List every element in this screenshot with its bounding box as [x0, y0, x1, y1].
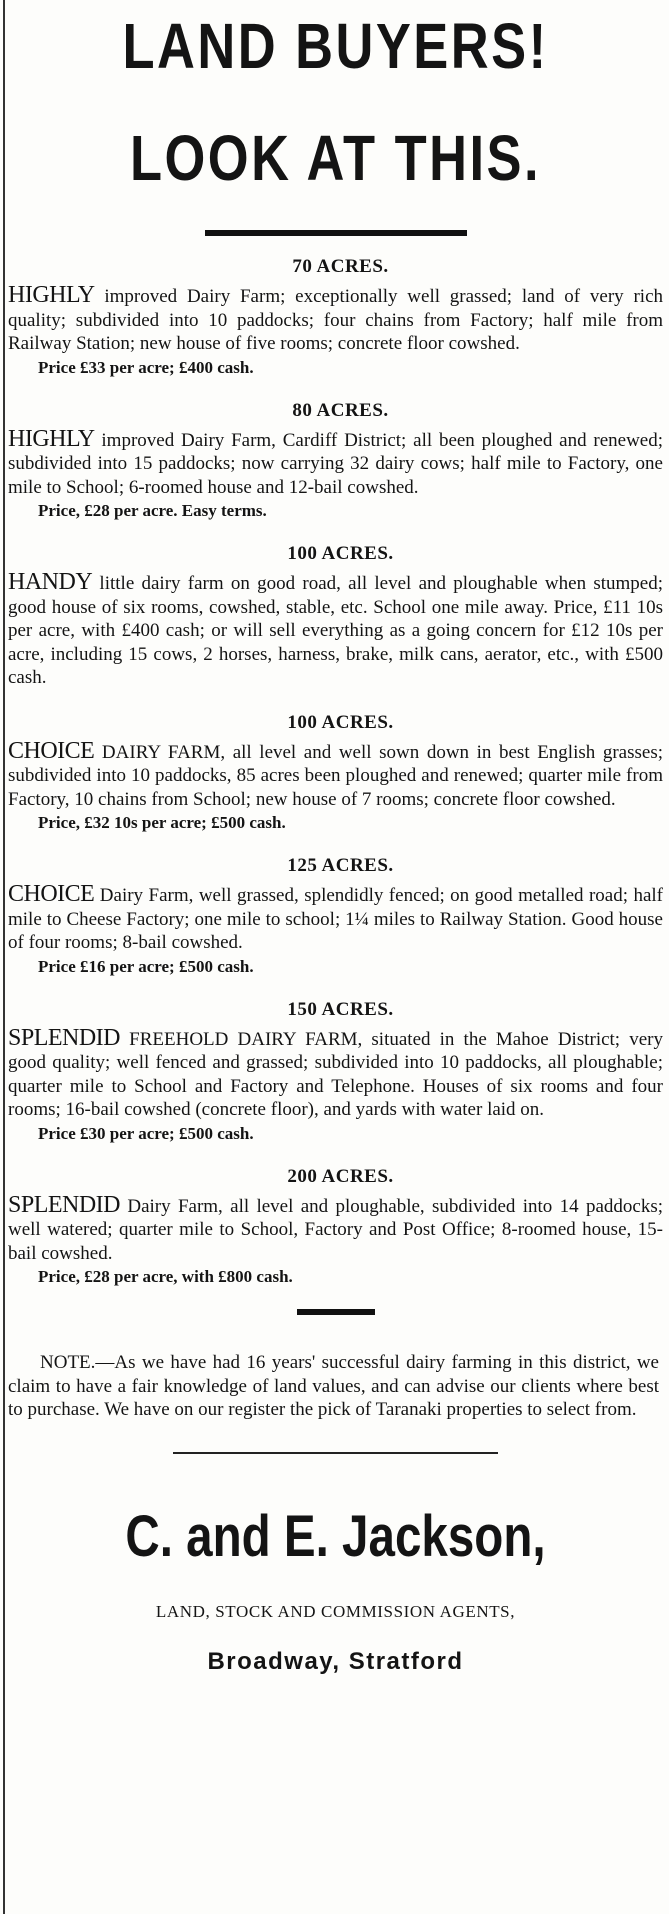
firm-name: C. and E. Jackson,: [125, 1503, 546, 1569]
listing-price: Price £30 per acre; £500 cash.: [38, 1123, 254, 1143]
firm-business: LAND, STOCK AND COMMISSION AGENTS,: [155, 1601, 516, 1621]
listing-acres: 100 ACRES.: [287, 543, 394, 564]
listing: [8, 543, 663, 690]
listing-lead-word: SPLENDID: [8, 1191, 121, 1218]
headline-look-at-this: LOOK AT THIS.: [130, 122, 541, 194]
listing-text: FREEHOLD DAIRY FARM, situated in the Mahoe District; very good quality; well fenced and grassed; subdivided into 10 paddocks, all ploughable; quarter mile to School and Factory and Telephone. Houses of six rooms and four rooms; 16-bail cowshed (concrete floor), and yards with water laid on.: [8, 1028, 663, 1120]
listing-lead-word: HIGHLY: [8, 282, 95, 308]
listing: [8, 855, 663, 977]
listing: [8, 256, 663, 378]
listing-acres: 80 ACRES.: [292, 399, 389, 421]
divider-rule: [205, 230, 467, 236]
listing-text: little dairy farm on good road, all level and ploughable when stumped; good house of six rooms, cowshed, stable, etc. School one mile away. Price, £11 10s per acre, with £400 cash; or will sell everything as a going concern for £12 10s per acre, including 15 cows, 2 horses, harness, brake, milk cans, aerator, etc., with £500 cash.: [8, 573, 663, 688]
headline-land-buyers: LAND BUYERS!: [122, 10, 549, 82]
listing-lead-word: CHOICE: [8, 737, 95, 764]
divider-rule: [297, 1309, 375, 1315]
listing-description: [8, 571, 663, 690]
listing-description: [8, 737, 663, 812]
listing-description: [8, 1191, 663, 1266]
listing: [8, 999, 663, 1144]
listing: [8, 1166, 663, 1288]
listing-acres: 150 ACRES.: [287, 998, 394, 1020]
listing-description: [8, 284, 663, 356]
listing-price: Price, £28 per acre. Easy terms.: [38, 501, 267, 520]
listing: [8, 712, 663, 834]
listing-lead-word: HANDY: [8, 569, 93, 595]
listing-acres: 100 ACRES.: [287, 711, 394, 733]
note-paragraph: NOTE.—As we have had 16 years' successful dairy farming in this district, we claim to have a fair knowledge of land values, and can advise our clients where best to purchase. We have on our register the pick of Taranaki properties to select from.: [8, 1352, 659, 1420]
listing-price: Price £33 per acre; £400 cash.: [38, 357, 254, 377]
listing-description: [8, 425, 663, 500]
listing-text: improved Dairy Farm; exceptionally well grassed; land of very rich quality; subdivided into 10 paddocks; four chains from Factory; half mile from Railway Station; new house of five rooms; concrete floor cowshed.: [8, 286, 663, 354]
listing-description: [8, 883, 663, 955]
divider-rule-thin: [173, 1452, 498, 1454]
listing-acres: 70 ACRES.: [292, 256, 389, 277]
listing-text: DAIRY FARM, all level and well sown down in best English grasses; subdivided into 10 paddocks, 85 acres been ploughed and renewed; quarter mile from Factory, 10 chains from School; new house of 7 rooms; concrete floor cowshed.: [8, 741, 663, 810]
listing-lead-word: CHOICE: [8, 881, 95, 907]
firm-address: Broadway, Stratford: [207, 1647, 464, 1675]
advertisement: [8, 0, 663, 1676]
listing: [8, 400, 663, 522]
listing-lead-word: SPLENDID: [8, 1024, 121, 1051]
listing-text: improved Dairy Farm, Cardiff District; all been ploughed and renewed; subdivided into 15 paddocks; now carrying 32 dairy cows; half mile to Factory, one mile to School; 6-roomed house and 12-bail cowshed.: [8, 429, 663, 498]
column-rule: [3, 0, 5, 1914]
listing-lead-word: HIGHLY: [8, 425, 95, 452]
listing-acres: 200 ACRES.: [287, 1165, 394, 1187]
listing-text: Dairy Farm, all level and ploughable, subdivided into 14 paddocks; well watered; quarter mile to School, Factory and Post Office; 8-roomed house, 15-bail cowshed.: [8, 1195, 663, 1264]
listing-acres: 125 ACRES.: [287, 855, 394, 876]
listing-price: Price, £28 per acre, with £800 cash.: [38, 1267, 293, 1286]
listing-text: Dairy Farm, well grassed, splendidly fenced; on good metalled road; half mile to Cheese Factory; one mile to school; 1¼ miles to Railway Station. Good house of four rooms; 8-bail cowshed.: [8, 885, 663, 953]
listings: [8, 256, 663, 1287]
listing-price: Price, £32 10s per acre; £500 cash.: [38, 813, 286, 832]
listing-description: [8, 1024, 663, 1122]
listing-price: Price £16 per acre; £500 cash.: [38, 956, 254, 976]
